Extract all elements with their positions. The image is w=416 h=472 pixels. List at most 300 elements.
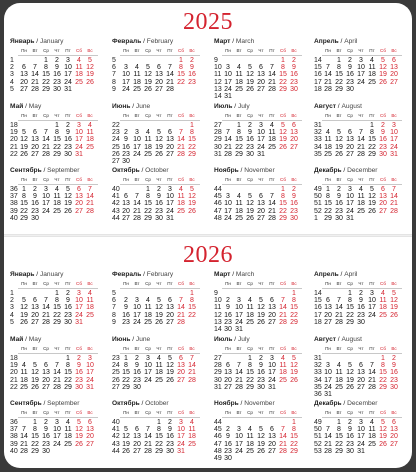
month-name — [112, 271, 173, 278]
day-cell: 1 — [381, 355, 385, 362]
day-cell: 13 — [177, 362, 185, 370]
day-cell: 23 — [290, 207, 298, 215]
month-name-en: June — [135, 103, 151, 110]
weekday-header: Пн — [225, 281, 231, 286]
day-cell: 31 — [390, 150, 398, 158]
weekday-header: Ср — [145, 177, 151, 182]
day-cell: 18 — [144, 143, 152, 151]
day-cell: 9 — [292, 64, 296, 72]
week-number: 51 — [314, 200, 322, 208]
month-block — [214, 336, 306, 398]
day-cell: 12 — [257, 304, 265, 312]
day-cell: 15 — [290, 433, 298, 441]
week-number: 8 — [112, 78, 116, 86]
day-cell: 1 — [292, 290, 296, 297]
day-cell: 22 — [155, 440, 163, 448]
weekday-header: Сб — [380, 177, 386, 182]
weekday-header: Сб — [76, 177, 82, 182]
day-cell: 12 — [279, 129, 287, 137]
day-cell: 24 — [122, 85, 130, 93]
month-name-ru: Апрель — [314, 271, 339, 278]
day-cell: 8 — [55, 129, 59, 137]
day-cell: 27 — [379, 207, 387, 215]
day-cell: 6 — [33, 297, 37, 305]
day-cell: 22 — [290, 440, 298, 448]
day-cell: 19 — [368, 200, 376, 208]
day-cell: 14 — [188, 362, 196, 370]
day-cell: 22 — [31, 440, 39, 448]
weekday-header: Сб — [178, 48, 184, 53]
day-cell: 29 — [155, 447, 163, 455]
day-cell: 29 — [31, 447, 39, 455]
day-cell: 31 — [64, 85, 72, 93]
day-cell: 11 — [86, 129, 94, 137]
day-cell: 29 — [122, 383, 130, 391]
day-cell: 1 — [44, 57, 48, 64]
day-cell: 20 — [346, 143, 354, 151]
day-cell: 3 — [77, 290, 81, 297]
day-cell: 6 — [88, 419, 92, 426]
day-cell: 8 — [292, 297, 296, 305]
day-cell: 4 — [190, 419, 194, 426]
day-cell: 27 — [166, 150, 174, 158]
week-number: 35 — [314, 383, 322, 391]
weekday-header: Пт — [269, 48, 275, 53]
day-cell: 1 — [281, 57, 285, 64]
day-cell: 29 — [235, 150, 243, 158]
day-cell: 12 — [155, 136, 163, 144]
header-rule — [18, 120, 98, 121]
day-cell: 5 — [292, 355, 296, 362]
day-cell: 8 — [370, 129, 374, 137]
month-block — [112, 271, 204, 333]
day-cell: 6 — [22, 64, 26, 72]
week-number: 14 — [214, 93, 222, 100]
weekday-header: Пт — [167, 410, 173, 415]
month-name — [112, 38, 173, 45]
day-cell: 1 — [190, 122, 194, 129]
weekday-header: Чт — [258, 346, 264, 351]
day-cell: 18 — [268, 136, 276, 144]
day-cell: 19 — [31, 376, 39, 384]
week-number: 11 — [214, 304, 222, 312]
day-cell: 5 — [157, 297, 161, 305]
day-cell: 13 — [379, 193, 387, 201]
day-cell: 26 — [257, 447, 265, 455]
day-cell: 24 — [390, 143, 398, 151]
day-cell: 19 — [64, 200, 72, 208]
day-cell: 22 — [188, 311, 196, 319]
month-name-en: May — [28, 103, 42, 110]
day-cell: 6 — [135, 426, 139, 434]
week-number: 6 — [112, 64, 116, 72]
day-cell: 4 — [146, 129, 150, 137]
day-cell: 16 — [53, 71, 61, 79]
day-cell: 11 — [144, 136, 152, 144]
day-cell: 14 — [20, 433, 28, 441]
day-cell: 11 — [144, 304, 152, 312]
day-cell: 8 — [55, 297, 59, 305]
day-cell: 25 — [177, 207, 185, 215]
day-cell: 8 — [124, 362, 128, 370]
day-cell: 23 — [357, 311, 365, 319]
week-number: 23 — [112, 355, 120, 362]
day-cell: 21 — [279, 440, 287, 448]
day-cell: 24 — [235, 447, 243, 455]
day-cell: 31 — [177, 447, 185, 455]
week-number: 41 — [112, 426, 120, 434]
day-cell: 22 — [279, 78, 287, 86]
day-cell: 14 — [335, 304, 343, 312]
day-cell: 26 — [166, 376, 174, 384]
day-cell: 7 — [270, 64, 274, 72]
day-cell: 12 — [75, 426, 83, 434]
day-cell: 23 — [122, 150, 130, 158]
day-cell: 3 — [348, 186, 352, 193]
weekday-header: Чт — [156, 281, 162, 286]
month-name-en: August — [341, 103, 362, 110]
day-cell: 10 — [122, 71, 130, 79]
day-cell: 17 — [177, 433, 185, 441]
day-cell: 26 — [64, 207, 72, 215]
day-cell: 13 — [166, 304, 174, 312]
day-cell: 21 — [166, 78, 174, 86]
weekday-header: Ср — [347, 113, 353, 118]
day-cell: 21 — [42, 143, 50, 151]
weekday-header: Чт — [156, 48, 162, 53]
month-name-ru: Январь — [10, 38, 35, 45]
day-cell: 15 — [64, 369, 72, 377]
month-name-ru: Июнь — [112, 336, 131, 343]
day-cell: 1 — [237, 122, 241, 129]
day-cell: 14 — [177, 304, 185, 312]
day-cell: 2 — [77, 355, 81, 362]
day-cell: 29 — [246, 383, 254, 391]
weekday-header: Сб — [76, 281, 82, 286]
day-cell: 19 — [257, 440, 265, 448]
day-cell: 13 — [390, 426, 398, 434]
day-cell: 26 — [144, 85, 152, 93]
weekday-header: Чт — [258, 113, 264, 118]
day-cell: 6 — [270, 297, 274, 305]
day-cell: 25 — [324, 150, 332, 158]
day-cell: 20 — [166, 311, 174, 319]
day-cell: 11 — [133, 71, 141, 79]
day-cell: 16 — [379, 136, 387, 144]
month-name-en: March — [235, 271, 255, 278]
day-cell: 15 — [324, 200, 332, 208]
day-cell: 7 — [190, 355, 194, 362]
day-cell: 18 — [86, 304, 94, 312]
day-cell: 19 — [246, 207, 254, 215]
day-cell: 25 — [235, 85, 243, 93]
weekday-header: Вт — [336, 177, 342, 182]
day-cell: 11 — [357, 193, 365, 201]
day-cell: 23 — [346, 78, 354, 86]
day-cell: 2 — [66, 122, 70, 129]
day-cell: 24 — [177, 440, 185, 448]
weekday-header: Пт — [167, 346, 173, 351]
day-cell: 15 — [155, 433, 163, 441]
day-cell: 15 — [53, 136, 61, 144]
day-cell: 21 — [357, 143, 365, 151]
day-cell: 19 — [290, 369, 298, 377]
day-cell: 9 — [124, 304, 128, 312]
day-cell: 18 — [235, 78, 243, 86]
week-number: 43 — [112, 207, 120, 215]
day-cell: 12 — [246, 71, 254, 79]
day-cell: 1 — [124, 355, 128, 362]
day-cell: 5 — [392, 290, 396, 297]
day-cell: 23 — [53, 78, 61, 86]
day-cell: 4 — [237, 64, 241, 72]
day-cell: 9 — [292, 193, 296, 201]
header-rule — [322, 55, 402, 56]
day-cell: 12 — [368, 193, 376, 201]
day-cell: 27 — [20, 85, 28, 93]
day-cell: 6 — [168, 129, 172, 137]
day-cell: 16 — [42, 433, 50, 441]
day-cell: 9 — [124, 136, 128, 144]
day-cell: 24 — [357, 78, 365, 86]
day-cell: 13 — [357, 369, 365, 377]
day-cell: 29 — [335, 85, 343, 93]
day-cell: 3 — [146, 355, 150, 362]
weekday-header: Чт — [54, 346, 60, 351]
day-cell: 22 — [53, 311, 61, 319]
weekday-header: Чт — [358, 177, 364, 182]
month-name-en: November — [244, 400, 275, 407]
month-name-en: August — [341, 336, 362, 343]
day-cell: 2 — [392, 355, 396, 362]
month-name-separator: / — [130, 336, 136, 343]
month-block — [314, 103, 406, 165]
day-cell: 10 — [75, 297, 83, 305]
week-number: 1 — [10, 290, 14, 297]
month-name — [10, 38, 63, 45]
day-cell: 15 — [188, 136, 196, 144]
day-cell: 26 — [75, 440, 83, 448]
day-cell: 5 — [337, 129, 341, 137]
week-number: 3 — [10, 304, 14, 312]
day-cell: 15 — [279, 200, 287, 208]
month-name-separator: / — [238, 400, 245, 407]
month-name-ru: Июнь — [112, 103, 131, 110]
day-cell: 20 — [290, 136, 298, 144]
week-number: 13 — [214, 318, 222, 326]
day-cell: 9 — [168, 426, 172, 434]
month-block — [10, 336, 102, 398]
header-rule — [322, 288, 402, 289]
week-number: 23 — [112, 129, 120, 137]
day-cell: 11 — [368, 64, 376, 72]
day-cell: 8 — [237, 129, 241, 137]
weekday-header: Чт — [358, 281, 364, 286]
week-number: 50 — [314, 193, 322, 201]
day-cell: 30 — [346, 447, 354, 455]
day-cell: 7 — [44, 297, 48, 305]
day-cell: 4 — [88, 122, 92, 129]
day-cell: 4 — [337, 362, 341, 370]
day-cell: 9 — [190, 64, 194, 72]
week-number: 24 — [112, 362, 120, 370]
month-name-en: February — [146, 271, 174, 278]
week-number: 43 — [112, 440, 120, 448]
day-cell: 21 — [335, 311, 343, 319]
weekday-header: Ср — [43, 281, 49, 286]
day-cell: 16 — [64, 304, 72, 312]
weekday-header: Ср — [145, 113, 151, 118]
day-cell: 2 — [348, 419, 352, 426]
weekday-header: Пн — [225, 346, 231, 351]
day-cell: 21 — [144, 440, 152, 448]
day-cell: 20 — [122, 207, 130, 215]
day-cell: 1 — [337, 57, 341, 64]
day-cell: 24 — [75, 311, 83, 319]
day-cell: 6 — [77, 186, 81, 193]
day-cell: 19 — [122, 440, 130, 448]
day-cell: 17 — [42, 200, 50, 208]
day-cell: 5 — [248, 64, 252, 72]
day-cell: 2 — [135, 355, 139, 362]
day-cell: 17 — [257, 136, 265, 144]
day-cell: 20 — [86, 433, 94, 441]
day-cell: 7 — [88, 186, 92, 193]
day-cell: 28 — [177, 318, 185, 326]
week-number: 5 — [112, 57, 116, 64]
day-cell: 16 — [75, 369, 83, 377]
day-cell: 8 — [33, 426, 37, 434]
day-cell: 20 — [268, 311, 276, 319]
day-cell: 17 — [75, 136, 83, 144]
weekday-header: Вт — [32, 346, 38, 351]
day-cell: 3 — [135, 129, 139, 137]
day-cell: 4 — [248, 297, 252, 305]
day-cell: 19 — [246, 78, 254, 86]
month-name-ru: Июль — [214, 336, 233, 343]
day-cell: 25 — [155, 376, 163, 384]
day-cell: 20 — [166, 143, 174, 151]
day-cell: 4 — [370, 419, 374, 426]
day-cell: 26 — [379, 440, 387, 448]
day-cell: 5 — [157, 129, 161, 137]
month-name-separator: / — [338, 38, 345, 45]
day-cell: 8 — [292, 426, 296, 434]
day-cell: 28 — [166, 85, 174, 93]
day-cell: 23 — [346, 440, 354, 448]
week-number: 22 — [10, 383, 18, 391]
weekday-header: Пн — [325, 177, 331, 182]
weekday-header: Пн — [325, 113, 331, 118]
day-cell: 13 — [224, 369, 232, 377]
day-cell: 3 — [226, 64, 230, 72]
day-cell: 25 — [268, 143, 276, 151]
day-cell: 19 — [166, 369, 174, 377]
day-cell: 4 — [55, 186, 59, 193]
weekday-header: Ср — [145, 281, 151, 286]
day-cell: 9 — [348, 426, 352, 434]
day-cell: 23 — [390, 376, 398, 384]
week-number: 52 — [314, 440, 322, 448]
header-rule — [222, 353, 302, 354]
day-cell: 28 — [279, 447, 287, 455]
day-cell: 30 — [346, 85, 354, 93]
day-cell: 27 — [166, 318, 174, 326]
weekday-header: Чт — [258, 281, 264, 286]
day-cell: 9 — [157, 193, 161, 201]
day-cell: 8 — [348, 297, 352, 305]
day-cell: 4 — [22, 362, 26, 370]
week-number: 32 — [314, 362, 322, 370]
day-cell: 5 — [281, 122, 285, 129]
day-cell: 14 — [279, 433, 287, 441]
day-cell: 9 — [392, 362, 396, 370]
day-cell: 3 — [55, 419, 59, 426]
month-name — [214, 400, 275, 407]
day-cell: 3 — [44, 186, 48, 193]
day-cell: 13 — [257, 200, 265, 208]
weekday-header: Вс — [87, 177, 93, 182]
week-number: 22 — [112, 122, 120, 129]
day-cell: 20 — [155, 78, 163, 86]
day-cell: 12 — [379, 426, 387, 434]
day-cell: 20 — [177, 369, 185, 377]
week-number: 14 — [314, 290, 322, 297]
day-cell: 16 — [257, 369, 265, 377]
day-cell: 10 — [177, 426, 185, 434]
day-cell: 28 — [20, 447, 28, 455]
weekday-header: Вт — [236, 177, 242, 182]
month-name — [112, 103, 150, 110]
weekday-header: Пт — [65, 346, 71, 351]
day-cell: 29 — [379, 383, 387, 391]
month-name — [314, 103, 362, 110]
week-number: 12 — [214, 78, 222, 86]
week-number: 18 — [10, 122, 18, 129]
day-cell: 3 — [168, 186, 172, 193]
day-cell: 4 — [326, 129, 330, 137]
month-name-separator: / — [23, 336, 29, 343]
day-cell: 26 — [257, 318, 265, 326]
day-cell: 13 — [346, 136, 354, 144]
week-number: 25 — [112, 369, 120, 377]
day-cell: 10 — [224, 71, 232, 79]
day-cell: 4 — [359, 186, 363, 193]
month-name-separator: / — [335, 103, 342, 110]
day-cell: 14 — [279, 304, 287, 312]
header-rule — [322, 120, 402, 121]
day-cell: 28 — [324, 447, 332, 455]
day-cell: 31 — [75, 318, 83, 326]
month-name-separator: / — [23, 103, 29, 110]
day-cell: 24 — [166, 207, 174, 215]
day-cell: 20 — [133, 440, 141, 448]
day-cell: 19 — [155, 143, 163, 151]
header-rule — [120, 353, 200, 354]
day-cell: 7 — [392, 186, 396, 193]
day-cell: 6 — [157, 64, 161, 72]
week-number: 5 — [10, 318, 14, 326]
weekday-header: Вс — [189, 410, 195, 415]
day-cell: 31 — [235, 326, 243, 333]
day-cell: 14 — [86, 193, 94, 201]
month-name-en: May — [28, 336, 42, 343]
day-cell: 5 — [381, 419, 385, 426]
weekday-header: Чт — [258, 177, 264, 182]
day-cell: 25 — [133, 85, 141, 93]
day-cell: 1 — [179, 57, 183, 64]
day-cell: 2 — [292, 186, 296, 193]
